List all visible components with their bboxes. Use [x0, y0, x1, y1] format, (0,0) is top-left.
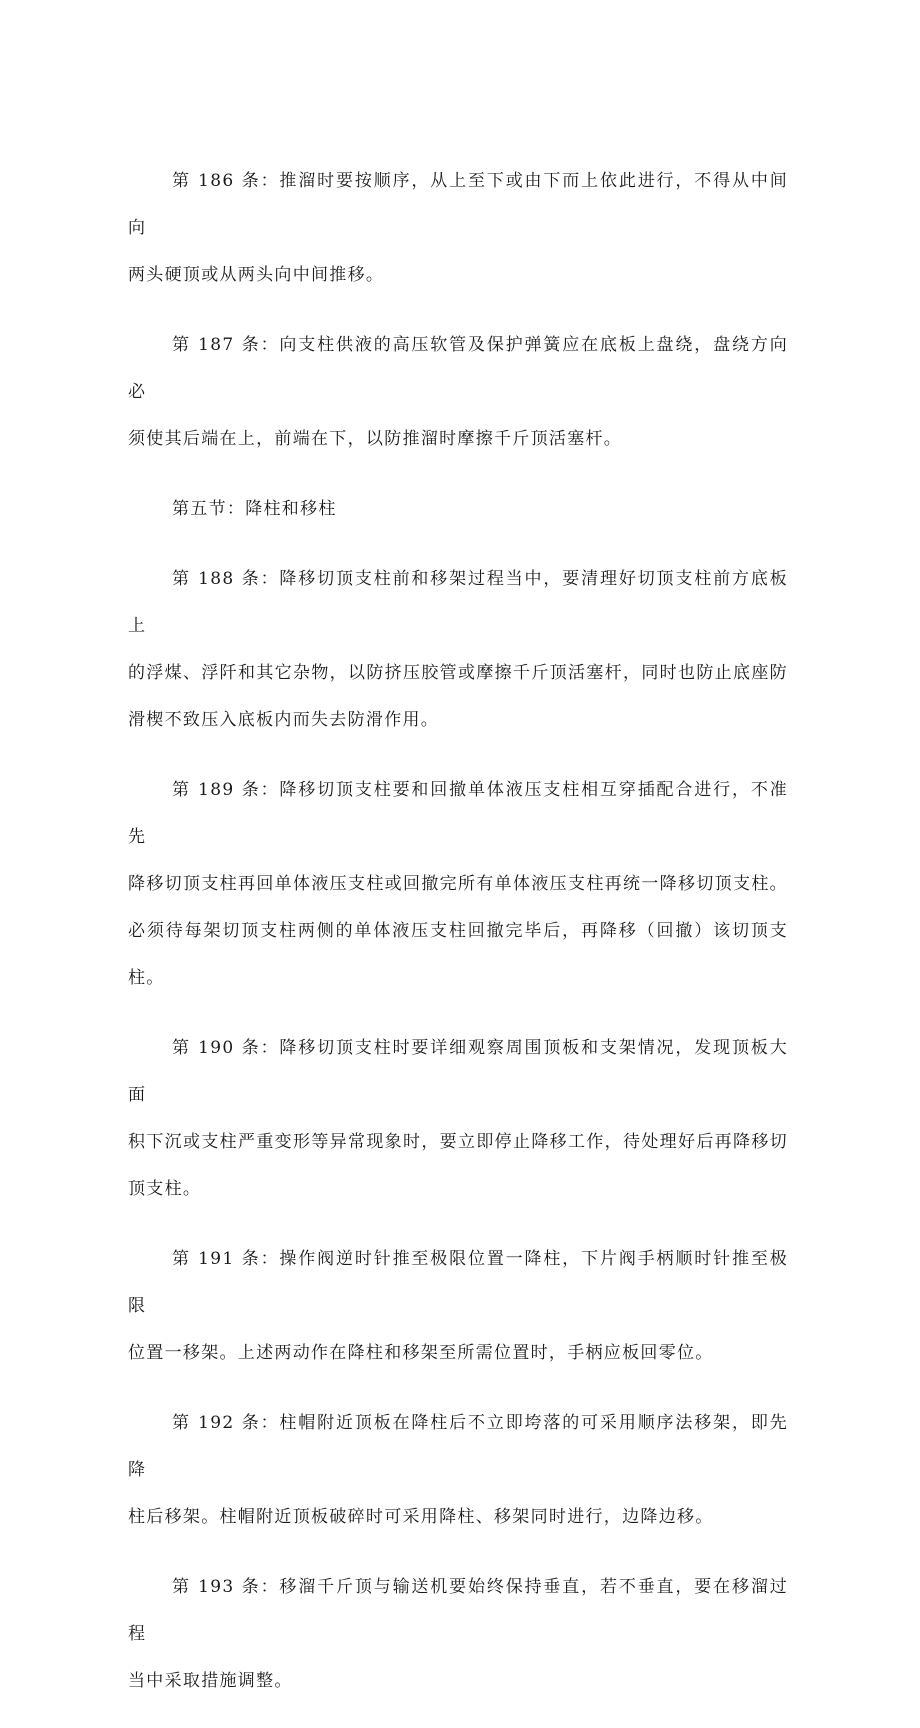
text-line: 积下沉或支柱严重变形等异常现象时，要立即停止降移工作，待处理好后再降移切 — [128, 1132, 788, 1152]
text-line: 第 191 条：操作阀逆时针推至极限位置一降柱，下片阀手柄顺时针推至极限 — [128, 1249, 788, 1316]
text-line: 必须待每架切顶支柱两侧的单体液压支柱回撤完毕后，再降移（回撤）该切顶支柱。 — [128, 921, 788, 988]
text-line: 第 189 条：降移切顶支柱要和回撤单体液压支柱相互穿插配合进行，不准先 — [128, 780, 788, 847]
text-line: 第 192 条：柱帽附近顶板在降柱后不立即垮落的可采用顺序法移架，即先降 — [128, 1413, 788, 1480]
section-heading — [128, 486, 788, 533]
text-line: 须使其后端在上，前端在下，以防推溜时摩擦千斤顶活塞杆。 — [128, 429, 623, 449]
document-body — [128, 158, 788, 1728]
text-line: 柱后移架。柱帽附近顶板破碎时可采用降柱、移架同时进行，边降边移。 — [128, 1507, 714, 1527]
text-line: 当中采取措施调整。 — [128, 1671, 293, 1691]
text-line: 的浮煤、浮阡和其它杂物，以防挤压胶管或摩擦千斤顶活塞杆，同时也防止底座防 — [128, 663, 788, 683]
text-line: 第 187 条：向支柱供液的高压软管及保护弹簧应在底板上盘绕，盘绕方向必 — [128, 335, 788, 402]
article-paragraph — [128, 1025, 788, 1213]
article-paragraph — [128, 556, 788, 744]
text-line: 滑楔不致压入底板内而失去防滑作用。 — [128, 710, 440, 730]
text-line: 两头硬顶或从两头向中间推移。 — [128, 265, 385, 285]
article-paragraph — [128, 1564, 788, 1705]
text-line: 顶支柱。 — [128, 1179, 202, 1199]
text-line: 第 190 条：降移切顶支柱时要详细观察周围顶板和支架情况，发现顶板大面 — [128, 1038, 788, 1105]
text-line: 降移切顶支柱再回单体液压支柱或回撤完所有单体液压支柱再统一降移切顶支柱。 — [128, 874, 788, 894]
article-paragraph — [128, 767, 788, 1002]
article-paragraph — [128, 158, 788, 299]
article-paragraph — [128, 322, 788, 463]
article-paragraph — [128, 1400, 788, 1541]
text-line: 第五节：降柱和移柱 — [172, 499, 337, 519]
text-line: 第 188 条：降移切顶支柱前和移架过程当中，要清理好切顶支柱前方底板上 — [128, 569, 788, 636]
text-line: 第 186 条：推溜时要按顺序，从上至下或由下而上依此进行，不得从中间向 — [128, 171, 788, 238]
text-line: 位置一移架。上述两动作在降柱和移架至所需位置时，手柄应板回零位。 — [128, 1343, 714, 1363]
article-paragraph — [128, 1236, 788, 1377]
text-line: 第 193 条：移溜千斤顶与输送机要始终保持垂直，若不垂直，要在移溜过程 — [128, 1577, 788, 1644]
